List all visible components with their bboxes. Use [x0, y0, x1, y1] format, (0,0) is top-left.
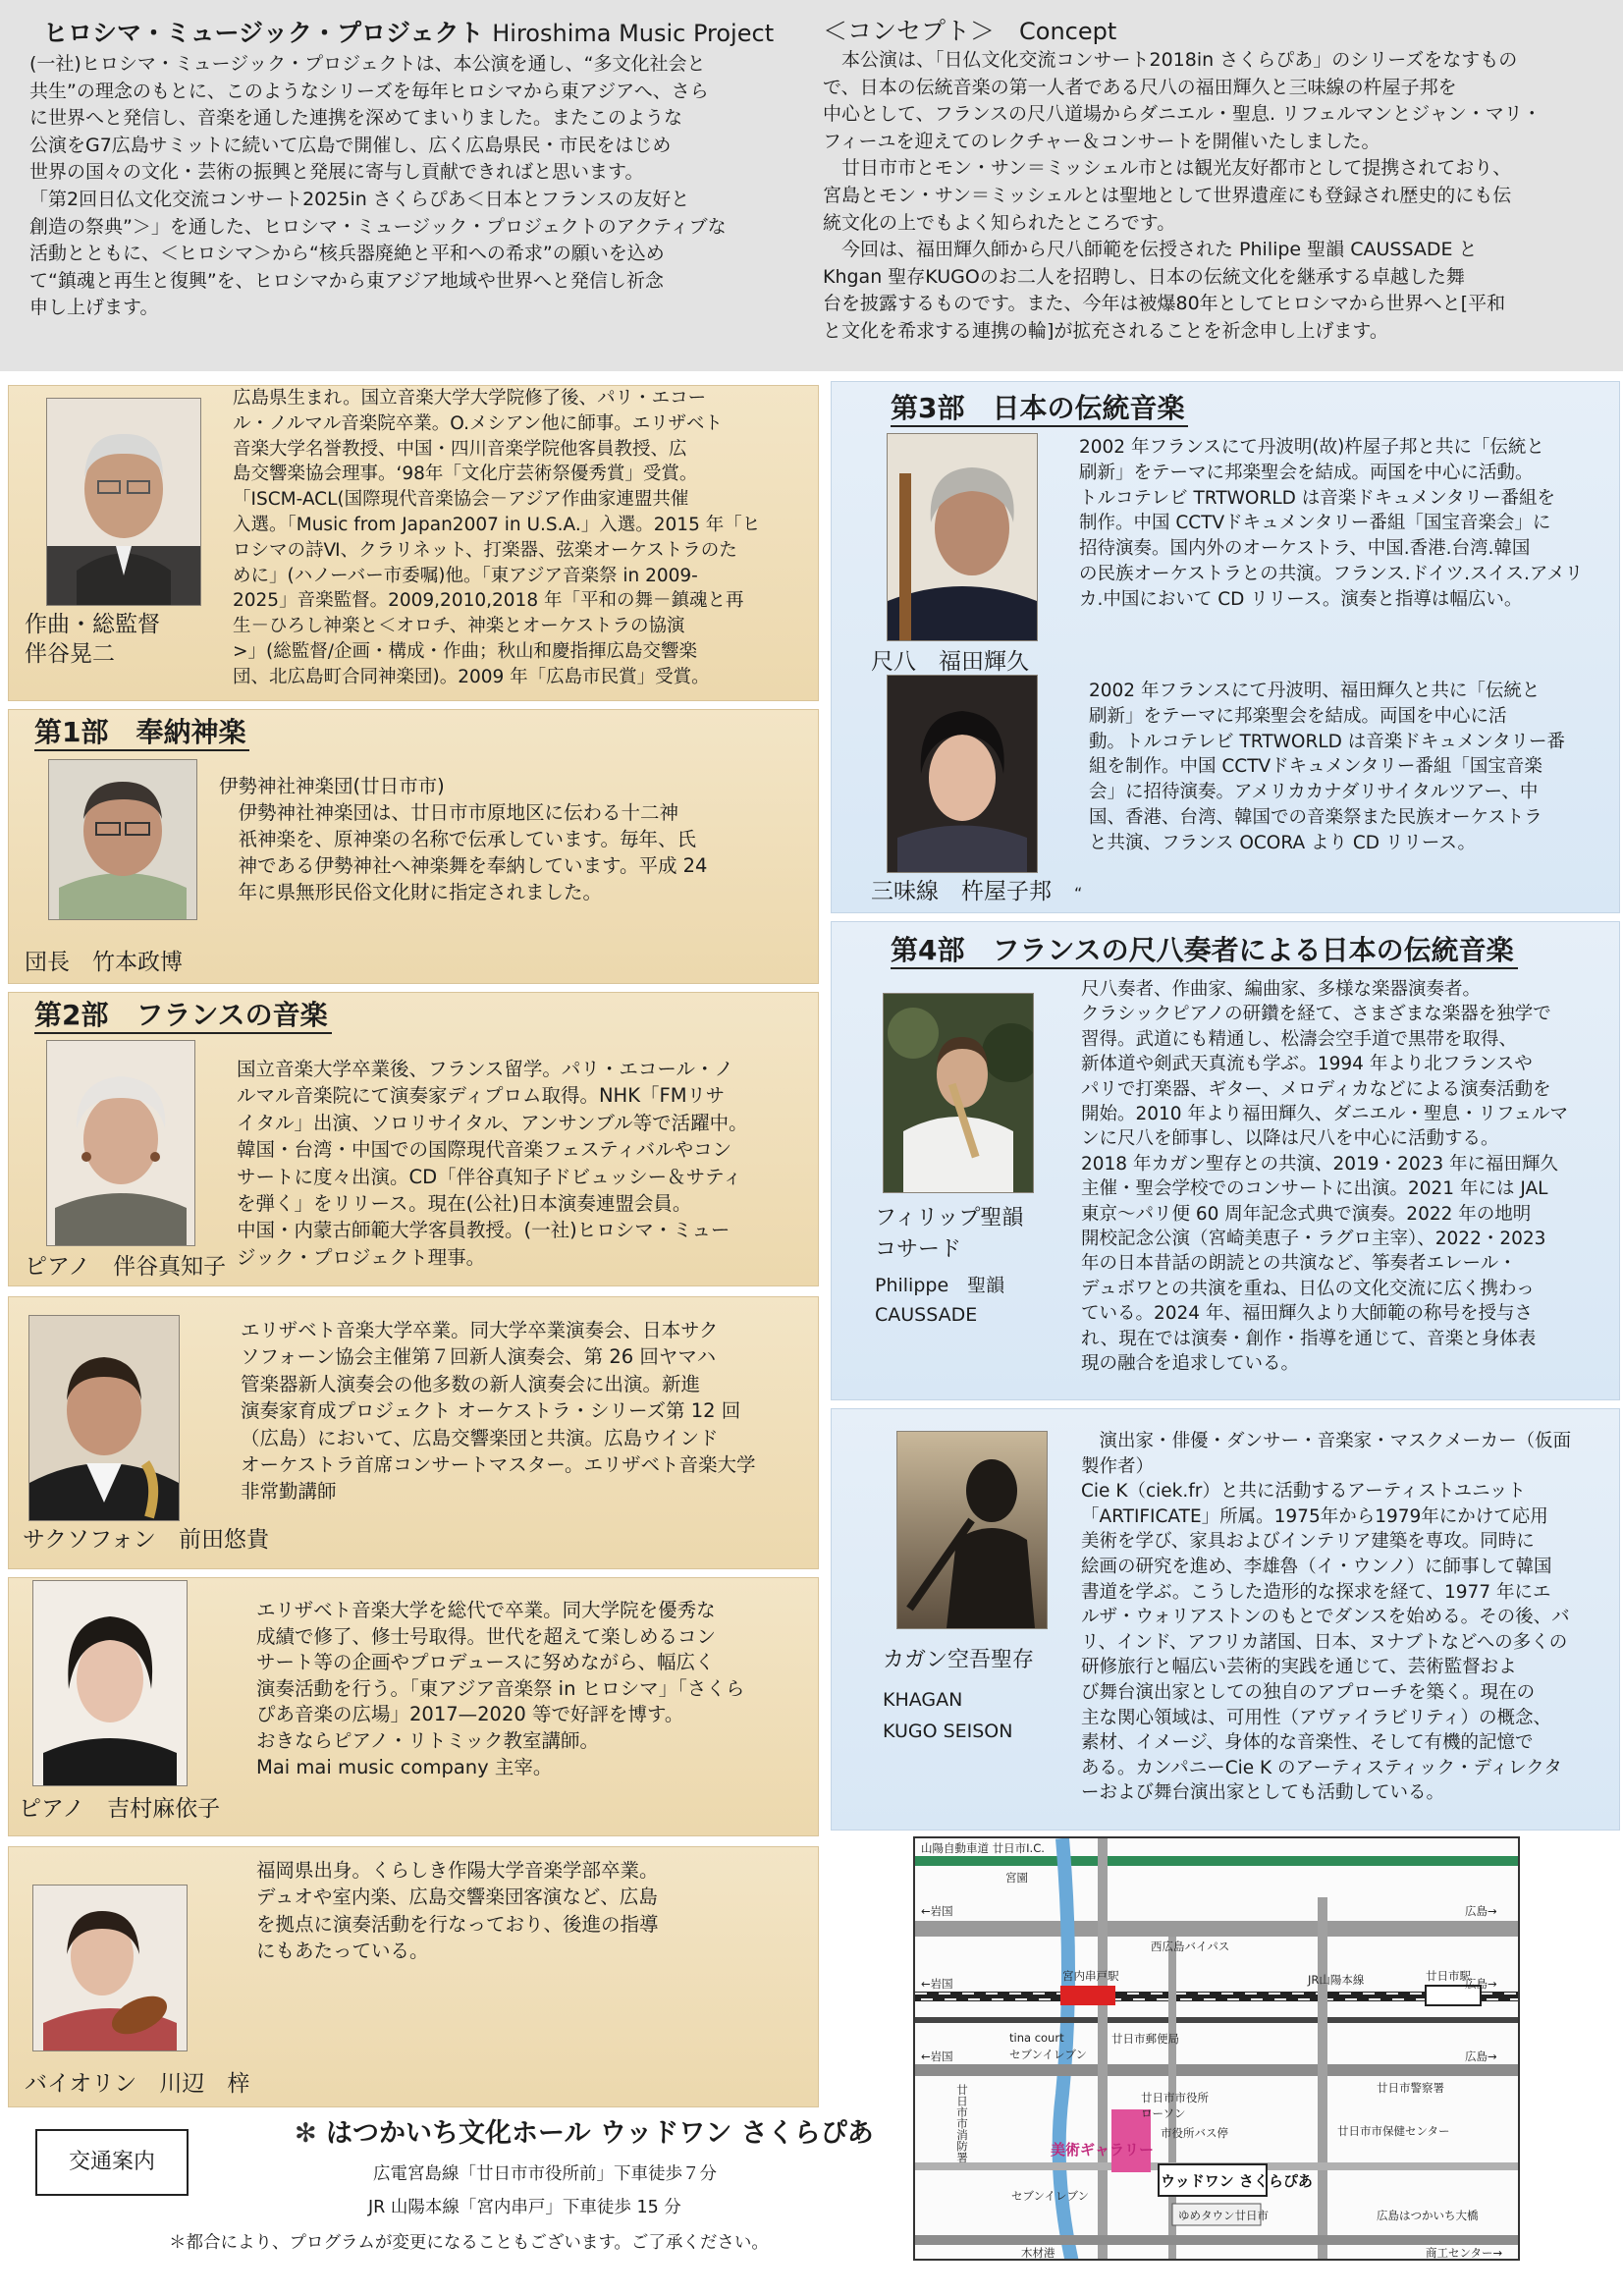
intro-right-text [823, 47, 1542, 346]
shakuhachi-bio-line: 招待演奏。国内外のオーケストラ、中国.香港.台湾.韓国 [1079, 538, 1531, 560]
part1-bio [219, 773, 707, 905]
violin-bio-line: にもあたっている。 [256, 1940, 429, 1963]
philippe-photo [883, 993, 1034, 1193]
khagan-bio-line: ルザ・ウォリアストンのもとでダンスを始める。その後、バ [1081, 1607, 1570, 1628]
part1-role-name: 団長 竹本政博 [25, 950, 183, 975]
philippe-bio-line: ている。2024 年、福田輝久より大師範の称号を授与さ [1081, 1303, 1533, 1325]
sax-bio-line: 演奏家育成プロジェクト オーケストラ・シリーズ第 12 回 [241, 1399, 741, 1423]
part1-photo [48, 759, 197, 920]
piano2-panel [8, 1577, 819, 1836]
shakuhachi-bio-line: 2002 年フランスにて丹波明(故)杵屋子邦と共に「伝統と [1079, 437, 1544, 458]
access-map: 山陽自動車道 廿日市I.C. 宮園 ←岩国 西広島バイパス 広島→ 宮内串戸駅 JR山陽本線 廿日市駅 広島→ ←岩国 tina court セブンイレブン 廿日市郵便局 ←岩国 広島→ 廿日市警察署 廿日市市役所 ローソン 市役所バス停 廿日市市保健センター 廿日市市消防署 美術ギャラリー ウッドワン さくらぴあ ゆめタウン廿日市 セブンイレブン 広島はつかいち大橋 商工センター→ 木材港 [913, 1836, 1520, 2261]
shamisen-bio-line: と共演、フランス OCORA より CD リリース。 [1089, 832, 1477, 853]
part2-bio-line: 中国・内蒙古師範大学客員教授。(一社)ヒロシマ・ミュー [237, 1219, 730, 1242]
shakuhachi-bio-line: の民族オーケストラとの共演。フランス.ドイツ.スイス.アメリ [1079, 563, 1584, 584]
philippe-name-en2: CAUSSADE [875, 1304, 978, 1326]
intro-left-line: 創造の祭典”＞」を通した、ヒロシマ・ミュージック・プロジェクトのアクティブな [29, 215, 727, 238]
intro-right-line: 中心として、フランスの尺八道場からダニエル・聖息. リフェルマンとジャン・マリ・ [823, 103, 1542, 126]
sax-bio-line: 非常勤講師 [241, 1480, 337, 1503]
piano2-bio-line: おきならピアノ・リトミック教室講師。 [256, 1728, 600, 1752]
part1-title: 第1部 奉納神楽 [34, 716, 249, 751]
part2-photo [46, 1040, 195, 1246]
piano2-bio-line: エリザベト音楽大学を総代で卒業。同大学院を優秀な [256, 1599, 716, 1621]
philippe-bio-line: 習得。武道にも精通し、松濤会空手道で黒帯を取得、 [1081, 1028, 1518, 1050]
intro-right-line: 台を披露するものです。また、今年は被爆80年としてヒロシマから世界へと[平和 [823, 293, 1506, 315]
khagan-bio-line: リ、インド、アフリカ諸国、日本、ヌナブトなどへの多くの [1081, 1631, 1568, 1653]
shamisen-bio-line: 会」に招待演奏。アメリカカナダリサイタルツアー、中 [1089, 782, 1539, 803]
intro-section [0, 0, 1623, 371]
shamisen-bio-line: 動。トルコテレビ TRTWORLD は音楽ドキュメンタリー番 [1089, 731, 1566, 752]
intro-right-line: Khgan 聖存KUGOのお二人を招聘し、日本の伝統文化を継承する卓越した舞 [823, 265, 1465, 288]
intro-left-line: て“鎮魂と再生と復興”を、ヒロシマから東アジア地域や世界へと発信し祈念 [29, 269, 664, 292]
khagan-bio-line: 素材、イメージ、身体的な音楽性、そして有機的記憶で [1081, 1732, 1534, 1754]
shakuhachi-bio-line: 刷新」をテーマに邦楽聖会を結成。両国を中心に活動。 [1079, 462, 1534, 483]
shakuhachi-photo [887, 433, 1038, 641]
part1-bio-line: 伊勢神社神楽団(廿日市市) [219, 775, 445, 797]
intro-left-line: 公演をG7広島サミットに続いて広島で開催し、広く広島県民・市民をはじめ [29, 134, 672, 156]
intro-left-line: 世界の国々の文化・芸術の振興と発展に寄与し貢献できればと思います。 [29, 161, 644, 184]
violin-bio-line: を拠点に演奏活動を行なっており、後進の指導 [256, 1912, 659, 1936]
khagan-bio-line: 書道を学ぶ。こうした造形的な探求を経て、1977 年にエ [1081, 1581, 1551, 1603]
violin-bio-line: デュオや室内楽、広島交響楽団客演など、広島 [256, 1886, 658, 1909]
shakuhachi-bio [1079, 435, 1583, 613]
shamisen-bio-line: 2002 年フランスにて丹波明、福田輝久と共に「伝統と [1089, 681, 1541, 701]
philippe-bio-line: パリで打楽器、ギター、メロディカなどによる演奏活動を [1081, 1078, 1551, 1100]
director-bio-line: 入選。「Music from Japan2007 in U.S.A.」入選。2015 年「ヒ [233, 514, 761, 535]
part2-bio-line: 国立音楽大学卒業後、フランス留学。パリ・エコール・ノ [237, 1058, 734, 1080]
part2-bio [237, 1056, 748, 1271]
piano2-photo [32, 1580, 188, 1786]
philippe-bio-line: ンに尺八を師事し、以降は尺八を中心に活動する。 [1081, 1128, 1499, 1150]
part2-bio-line: ルマル音楽院にて演奏家ディプロム取得。NHK「FMリサ [237, 1084, 726, 1108]
venue-logo: ✻ はつかいち文化ホール ウッドワン さくらぴあ [295, 2118, 874, 2149]
khagan-bio-line: 製作者） [1081, 1455, 1155, 1477]
violin-photo [32, 1885, 188, 2051]
violin-bio-line: 福岡県出身。くらしき作陽大学音楽学部卒業。 [256, 1859, 659, 1882]
sax-photo [28, 1315, 180, 1521]
director-bio-line: 音楽大学名誉教授、中国・四川音楽学院他客員教授、広 [233, 438, 687, 460]
sax-bio [241, 1317, 756, 1505]
piano2-bio-line: Mai mai music company 主宰。 [256, 1755, 553, 1778]
khagan-name-en2: KUGO SEISON [883, 1721, 1013, 1742]
part2-title: 第2部 フランスの音楽 [34, 999, 332, 1034]
khagan-name-en1: KHAGAN [883, 1689, 963, 1711]
philippe-bio-line: れ、現在では演奏・創作・指導を通じて、音楽と身体表 [1081, 1328, 1537, 1349]
philippe-bio-line: 開校記念公演（宮崎美恵子・ラグロ主宰）、2022・2023 [1081, 1229, 1546, 1250]
program-note: ＊都合により、プログラムが変更になることもございます。ご了承ください。 [169, 2233, 769, 2253]
khagan-bio-line: 絵画の研究を進め、李雄魯（イ・ウンノ）に師事して韓国 [1081, 1556, 1552, 1577]
intro-right-line: 宮島とモン・サン＝ミッシェルとは聖地として世界遺産にも登録され歴史的にも伝 [823, 184, 1512, 206]
director-bio-line: 団、北広島町合同神楽団)。2009 年「広島市民賞」受賞。 [233, 666, 710, 687]
part1-bio-line: 年に県無形民俗文化財に指定されました。 [219, 881, 603, 903]
khagan-bio-line: 「ARTIFICATE」所属。1975年から1979年にかけて応用 [1081, 1505, 1548, 1527]
director-bio [233, 386, 760, 690]
khagan-photo [896, 1431, 1048, 1629]
khagan-bio-line: 研修旅行と幅広い芸術的実践を通じて、芸術監督およ [1081, 1657, 1517, 1678]
part2-bio-line: 韓国・台湾・中国での国際現代音楽フェスティバルやコン [237, 1138, 732, 1162]
intro-left-line: 活動とともに、＜ヒロシマ＞から“核兵器廃絶と平和への希求”の願いを込め [29, 243, 665, 265]
director-bio-line: 2025」音楽監督。2009,2010,2018 年「平和の舞－鎮魂と再 [233, 590, 744, 612]
director-bio-line: >」(総監督/企画・構成・作曲；秋山和慶指揮広島交響楽 [233, 640, 697, 662]
philippe-bio-line: 尺八奏者、作曲家、編曲家、多様な楽器演奏者。 [1081, 979, 1482, 1000]
sax-bio-line: ソフォーン協会主催第７回新人演奏会、第 26 回ヤマハ [241, 1345, 717, 1369]
intro-right-line: 廿日市市とモン・サン＝ミッシェル市とは観光友好都市として提携されており、 [823, 157, 1512, 180]
piano2-bio-line: ぴあ音楽の広場」2017—2020 等で好評を博す。 [256, 1703, 684, 1726]
sax-bio-line: オーケストラ首席コンサートマスター。エリザベト音楽大学 [241, 1453, 756, 1477]
part2-role-name: ピアノ 伴谷真知子 [25, 1254, 227, 1280]
part1-bio-line: 伊勢神社神楽団は、廿日市市原地区に伝わる十二神 [219, 801, 679, 824]
shamisen-bio-line: 組を制作。中国 CCTVドキュメンタリー番組「国宝音楽 [1089, 756, 1542, 778]
intro-right-line: で、日本の伝統音楽の第一人者である尺八の福田輝久と三味線の杵屋子邦を [823, 76, 1457, 98]
director-bio-line: 生－ひろし神楽と＜オロチ、神楽とオーケストラの協演 [233, 616, 685, 637]
intro-left-line: (一社)ヒロシマ・ミュージック・プロジェクトは、本公演を通し、“多文化社会と [29, 53, 706, 75]
part3-panel [831, 381, 1620, 913]
philippe-bio [1081, 977, 1568, 1377]
khagan-bio-line: 美術を学び、家具およびインテリア建築を専攻。同時に [1081, 1531, 1535, 1553]
intro-right-line: 統文化の上でもよく知られたところです。 [823, 211, 1176, 234]
philippe-bio-line: 現の融合を追求している。 [1081, 1353, 1300, 1375]
access-line-2: JR 山陽本線「宮内串戸」下車徒歩 15 分 [368, 2198, 681, 2217]
piano2-bio [256, 1598, 744, 1780]
director-bio-line: 島交響楽協会理事。‘98年「文化庁芸術祭優秀賞」受賞。 [233, 464, 698, 485]
philippe-bio-line: 東京～パリ便 60 周年記念式典で演奏。2022 年の地明 [1081, 1203, 1532, 1225]
sax-role-name: サクソフォン 前田悠貴 [23, 1527, 269, 1553]
shamisen-bio [1089, 679, 1565, 856]
philippe-bio-line: 新体道や剣武天真流も学ぶ。1994 年より北フランスや [1081, 1054, 1533, 1075]
philippe-bio-line: 2018 年カガン聖存との共演、2019・2023 年に福田輝久 [1081, 1153, 1559, 1175]
sax-bio-line: （広島）において、広島交響楽団と共演。広島ウインド [241, 1426, 719, 1449]
access-label-box: 交通案内 [35, 2129, 189, 2196]
intro-right-line: フィーユを迎えてのレクチャー＆コンサートを開催いたしました。 [823, 130, 1380, 152]
khagan-bio [1081, 1429, 1571, 1806]
shamisen-role-name: 三味線 杵屋子邦 “ [871, 879, 1083, 904]
director-bio-line: 広島県生まれ。国立音楽大学大学院修了後、パリ・エコー [233, 388, 707, 409]
philippe-bio-line: クラシックピアノの研鑽を経て、さまざまな楽器を独学で [1081, 1004, 1551, 1025]
philippe-bio-line: 開始。2010 年より福田輝久、ダニエル・聖息・リフェルマ [1081, 1104, 1569, 1125]
access-line-1: 広電宮島線「廿日市市役所前」下車徒歩７分 [373, 2164, 717, 2184]
shamisen-photo [887, 675, 1038, 873]
shakuhachi-bio-line: 制作。中国 CCTVドキュメンタリー番組「国宝音楽会」に [1079, 513, 1551, 534]
piano2-bio-line: サート等の企画やプロデュースに努めながら、幅広く [256, 1651, 715, 1674]
sax-bio-line: エリザベト音楽大学卒業。同大学卒業演奏会、日本サク [241, 1319, 719, 1341]
part1-bio-line: 神である伊勢神社へ神楽舞を奉納しています。平成 24 [219, 854, 708, 877]
part1-bio-line: 祇神楽を、原神楽の名称で伝承しています。毎年、氏 [219, 828, 696, 850]
philippe-bio-line: デュボワとの共演を重ね、日仏の文化交流に広く携わっ [1081, 1278, 1535, 1299]
khagan-bio-line: び舞台演出家としての独自のアプローチを築く。現在の [1081, 1681, 1536, 1703]
khagan-bio-line: 主な関心領域は、可用性（アヴァイラビリティ）の概念、 [1081, 1707, 1551, 1728]
piano2-bio-line: 演奏活動を行う。「東アジア音楽祭 in ヒロシマ」「さくら [256, 1676, 745, 1700]
khagan-bio-line: 演出家・俳優・ダンサー・音楽家・マスクメーカー（仮面 [1081, 1431, 1572, 1451]
part4-title: 第4部 フランスの尺八奏者による日本の伝統音楽 [891, 934, 1518, 969]
shakuhachi-bio-line: カ.中国において CD リリース。演奏と指導は幅広い。 [1079, 588, 1523, 610]
director-photo [46, 398, 201, 606]
violin-role-name: バイオリン 川辺 梓 [25, 2071, 250, 2097]
khagan-bio-line: ある。カンパニーCie K のアーティスティック・ディレクタ [1081, 1757, 1562, 1778]
intro-left-line: 「第2回日仏文化交流コンサート2025in さくらぴあ＜日本とフランスの友好と [29, 188, 690, 210]
khagan-name-jp: カガン空吾聖存 [883, 1648, 1035, 1672]
part2-bio-line: ジック・プロジェクト理事。 [237, 1245, 486, 1269]
violin-bio [256, 1857, 659, 1965]
khagan-bio-line: Cie K（ciek.fr）と共に活動するアーティストユニット [1081, 1481, 1526, 1503]
part2-bio-line: を弾く」をリリース。現在(公社)日本演奏連盟会員。 [237, 1192, 692, 1216]
intro-right-line: 本公演は、「日仏文化交流コンサート2018in さくらぴあ」のシリーズをなすもの [823, 49, 1518, 71]
part4-panel [831, 921, 1620, 1400]
philippe-name-jp2: コサード [875, 1237, 962, 1262]
part2-panel [8, 992, 819, 1286]
sax-panel [8, 1296, 819, 1569]
part2-bio-line: イタル」出演、ソロリサイタル、アンサンブル等で活躍中。 [237, 1111, 748, 1134]
shamisen-bio-line: 刷新」をテーマに邦楽聖会を結成。両国を中心に活 [1089, 705, 1507, 727]
part3-title: 第3部 日本の伝統音楽 [891, 392, 1188, 427]
intro-left-line: 共生”の理念のもとに、このようなシリーズを毎年ヒロシマから東アジアへ、さら [29, 80, 709, 102]
intro-right-line: と文化を希求する連携の輪]が拡充されることを祈念申し上げます。 [823, 319, 1388, 342]
part2-bio-line: サートに度々出演。CD「伴谷真知子ドビュッシー＆サティ [237, 1165, 742, 1188]
intro-left-line: 申し上げます。 [29, 297, 159, 319]
piano2-bio-line: 成績で修了、修士号取得。世代を超えて楽しめるコン [256, 1624, 717, 1648]
intro-left-line: に世界へと発信し、音楽を通した連携を深めてまいりました。またこのような [29, 107, 683, 130]
intro-left-title: ヒロシマ・ミュージック・プロジェクト Hiroshima Music Project [43, 19, 775, 47]
khagan-panel [831, 1408, 1620, 1831]
director-bio-line: 「ISCM-ACL(国際現代音楽協会－アジア作曲家連盟共催 [233, 489, 689, 511]
part1-panel [8, 709, 819, 984]
director-bio-line: ロシマの詩Ⅵ、クラリネット、打楽器、弦楽オーケストラのた [233, 539, 737, 561]
philippe-bio-line: 年の日本昔話の朗読との共演など、筝奏者エレール・ [1081, 1253, 1517, 1275]
khagan-bio-line: ーおよび舞台演出家としても活動している。 [1081, 1782, 1445, 1804]
director-bio-line: めに」(ハノーバー市委嘱)他。「東アジア音楽祭 in 2009- [233, 565, 698, 586]
intro-left-text [29, 51, 727, 322]
piano2-role-name: ピアノ 吉村麻依子 [19, 1796, 221, 1822]
philippe-bio-line: 主催・聖会学校でのコンサートに出演。2021 年には JAL [1081, 1178, 1548, 1200]
director-panel [8, 385, 819, 701]
intro-right-title: ＜コンセプト＞ Concept [823, 17, 1117, 45]
philippe-name-en1: Philippe 聖韻 [875, 1275, 1005, 1296]
shakuhachi-bio-line: トルコテレビ TRTWORLD は音楽ドキュメンタリー番組を [1079, 487, 1556, 509]
philippe-name-jp1: フィリップ聖韻 [875, 1206, 1024, 1230]
intro-right-line: 今回は、福田輝久師から尺八師範を伝授された Philipe 聖韻 CAUSSADE と [823, 239, 1478, 261]
director-role: 作曲・総監督 [25, 612, 160, 637]
violin-panel [8, 1846, 819, 2107]
sax-bio-line: 管楽器新人演奏会の他多数の新人演奏会に出演。新進 [241, 1372, 701, 1395]
shakuhachi-role-name: 尺八 福田輝久 [871, 649, 1029, 675]
director-name: 伴谷晃二 [25, 641, 115, 667]
director-bio-line: ル・ノルマル音楽院卒業。O.メシアン他に師事。エリザベト [233, 412, 723, 434]
shamisen-bio-line: 国、香港、台湾、韓国での音楽祭また民族オーケストラ [1089, 806, 1542, 828]
